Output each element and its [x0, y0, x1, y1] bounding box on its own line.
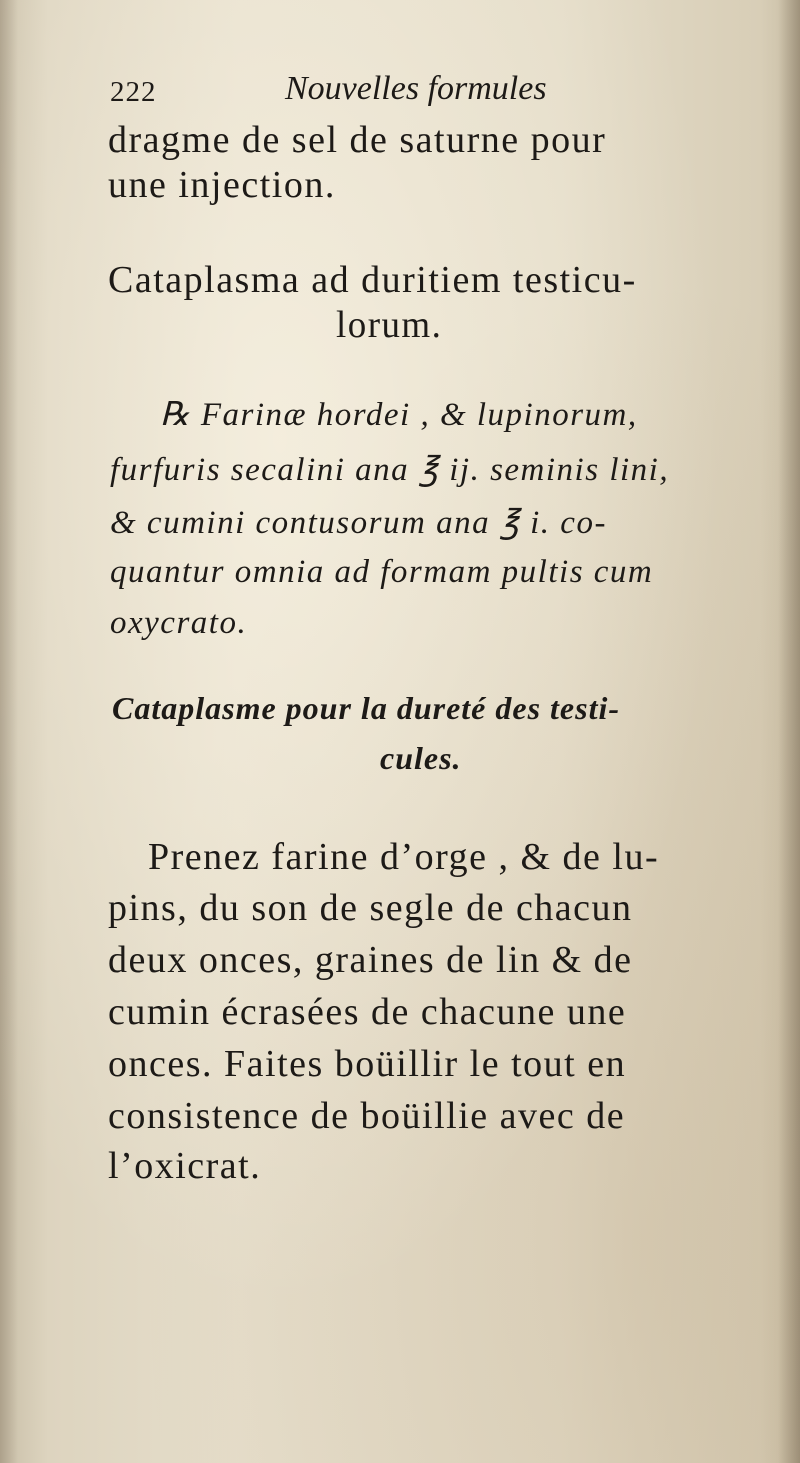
latin-recipe-line-2: furfuris secalini ana ℥ ij. seminis lini, [110, 452, 670, 488]
french-recipe-line-6: consistence de boüillie avec de [108, 1095, 626, 1137]
page-number: 222 [110, 76, 157, 108]
latin-recipe-line-5: oxycrato. [110, 605, 248, 641]
french-recipe-line-1: Prenez farine d’orge , & de lu- [148, 836, 660, 878]
latin-recipe-line-3: & cumini contusorum ana ℥ i. co- [110, 505, 607, 541]
latin-heading-line-1: Cataplasma ad duritiem testicu- [108, 259, 637, 301]
latin-recipe-line-4: quantur omnia ad formam pultis cum [110, 554, 654, 590]
running-title: Nouvelles formules [285, 70, 547, 107]
french-recipe-line-3: deux onces, graines de lin & de [108, 939, 633, 981]
french-recipe-line-4: cumin écrasées de chacune une [108, 991, 627, 1033]
french-recipe-line-2: pins, du son de segle de chacun [108, 887, 633, 929]
french-recipe-line-7: l’oxicrat. [108, 1145, 262, 1187]
latin-recipe-line-1: ℞ Farinæ hordei , & lupinorum, [160, 397, 638, 433]
french-recipe-line-5: onces. Faites boüillir le tout en [108, 1043, 627, 1085]
page-left-shadow [0, 0, 18, 1463]
french-heading-line-1: Cataplasme pour la dureté des testi- [112, 690, 620, 726]
page-right-shadow [778, 0, 800, 1463]
french-heading-line-2: cules. [380, 740, 462, 776]
continuation-line-2: une injection. [108, 164, 336, 206]
continuation-line-1: dragme de sel de saturne pour [108, 119, 607, 161]
latin-heading-line-2: lorum. [336, 304, 443, 346]
